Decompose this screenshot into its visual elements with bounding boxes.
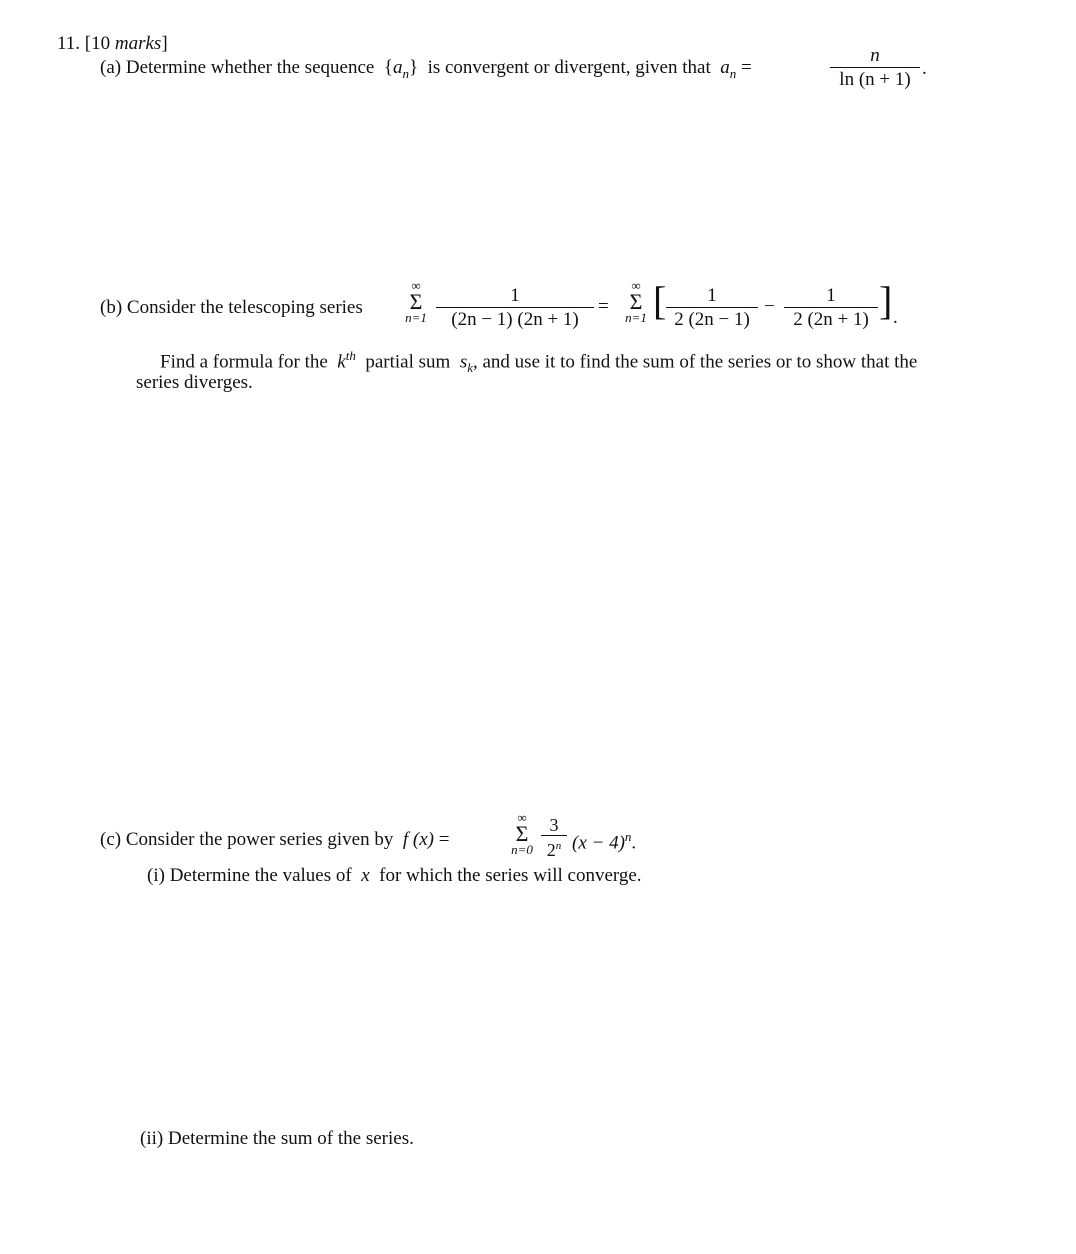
part-c-period: .: [631, 832, 637, 854]
find-text-b: partial sum: [365, 351, 451, 373]
find-s-sub: k: [467, 360, 473, 376]
part-c-sub-ii: [140, 1128, 414, 1150]
find-text-a: Find a formula for the: [160, 351, 328, 373]
lhs-sub: n: [729, 65, 737, 81]
find-text-c: , and use it to find the sum of the series or to show that the: [473, 351, 918, 373]
lhs-var: a: [720, 57, 730, 78]
part-c-text-before: Consider the power series given by: [125, 829, 394, 850]
part-c-sub-i: [147, 865, 642, 887]
marks-word: marks: [114, 33, 162, 54]
part-b-fraction2: [666, 285, 758, 332]
part-a-frac-num: n: [870, 45, 880, 66]
frac2-num: 1: [707, 285, 717, 306]
part-c-label: (c): [100, 829, 122, 850]
part-c-frac-den-exp: n: [555, 840, 562, 852]
part-b-fraction1: [436, 285, 594, 332]
set-var: a: [392, 57, 403, 78]
part-b-find-line1: [160, 348, 917, 376]
sub-ii-text: Determine the sum of the series.: [167, 1128, 414, 1149]
part-b-period: .: [893, 307, 898, 328]
part-c-frac-num: 3: [549, 815, 559, 835]
marks-open: [10: [84, 33, 115, 54]
frac1-num: 1: [510, 285, 520, 306]
part-b-sum1: [400, 280, 432, 324]
part-b-text: [100, 297, 363, 319]
part-c-exp: n: [624, 829, 632, 844]
sub-i-label: (i): [147, 865, 165, 886]
part-c-base: (x − 4): [572, 832, 625, 854]
part-c-frac-den: 2: [546, 840, 556, 860]
part-c-sum-bottom: n=0: [511, 842, 533, 857]
frac1-den: (2n − 1) (2n + 1): [451, 309, 579, 330]
part-a-label: (a): [100, 57, 122, 78]
part-b-find-line2: series diverges.: [136, 372, 253, 393]
bracket-close: ]: [879, 278, 893, 323]
sub-i-var: x: [361, 865, 370, 886]
frac2-den: 2 (2n − 1): [674, 309, 750, 330]
part-a-fraction: [830, 45, 920, 92]
part-b-fraction3: [784, 285, 878, 332]
part-c-sum-symbol: Σ: [515, 821, 529, 846]
sub-i-text-b: for which the series will converge.: [379, 865, 642, 886]
part-a-text-middle: is convergent or divergent, given that: [427, 57, 711, 78]
question-number: 11.: [57, 33, 81, 54]
part-b-label: (b): [100, 297, 123, 318]
sum2-bottom: n=1: [625, 310, 647, 325]
frac3-num: 1: [826, 285, 836, 306]
part-c-sum: [506, 812, 538, 856]
sum2-top: ∞: [631, 278, 641, 293]
part-a-period: .: [922, 58, 927, 79]
find-s: s: [459, 351, 468, 373]
part-a-equals: =: [741, 57, 752, 78]
part-b-minus: −: [764, 296, 775, 317]
find-th: th: [345, 348, 356, 363]
set-close: }: [408, 57, 419, 78]
bracket-open: [: [653, 278, 667, 323]
part-c-func: f (x): [402, 829, 434, 850]
find-k: k: [337, 351, 346, 373]
part-b-equals: =: [598, 296, 609, 317]
frac3-den: 2 (2n + 1): [793, 309, 869, 330]
sub-ii-label: (ii): [140, 1128, 164, 1149]
part-c-equals: =: [438, 829, 450, 850]
sum1-top: ∞: [411, 278, 421, 293]
part-a-text: [100, 57, 752, 82]
part-c-frac-den-wrap: [541, 836, 567, 860]
set-open: {: [383, 57, 393, 78]
sum1-symbol: Σ: [409, 289, 423, 314]
set-sub: n: [402, 65, 409, 81]
sum2-symbol: Σ: [629, 289, 643, 314]
part-c-base-wrap: [572, 829, 636, 854]
sub-i-text-a: Determine the values of: [169, 865, 352, 886]
part-a-text-before: Determine whether the sequence: [125, 57, 375, 78]
part-a-frac-den: ln (n + 1): [839, 69, 911, 90]
part-c-fraction: [541, 815, 567, 860]
part-c-sum-top: ∞: [517, 810, 527, 825]
question-header: [57, 33, 168, 55]
sum1-bottom: n=1: [405, 310, 427, 325]
part-c-text: [100, 829, 449, 851]
part-b-text-before: Consider the telescoping series: [126, 297, 363, 318]
part-b-sum2: [620, 280, 652, 324]
marks-close: ]: [161, 33, 168, 54]
